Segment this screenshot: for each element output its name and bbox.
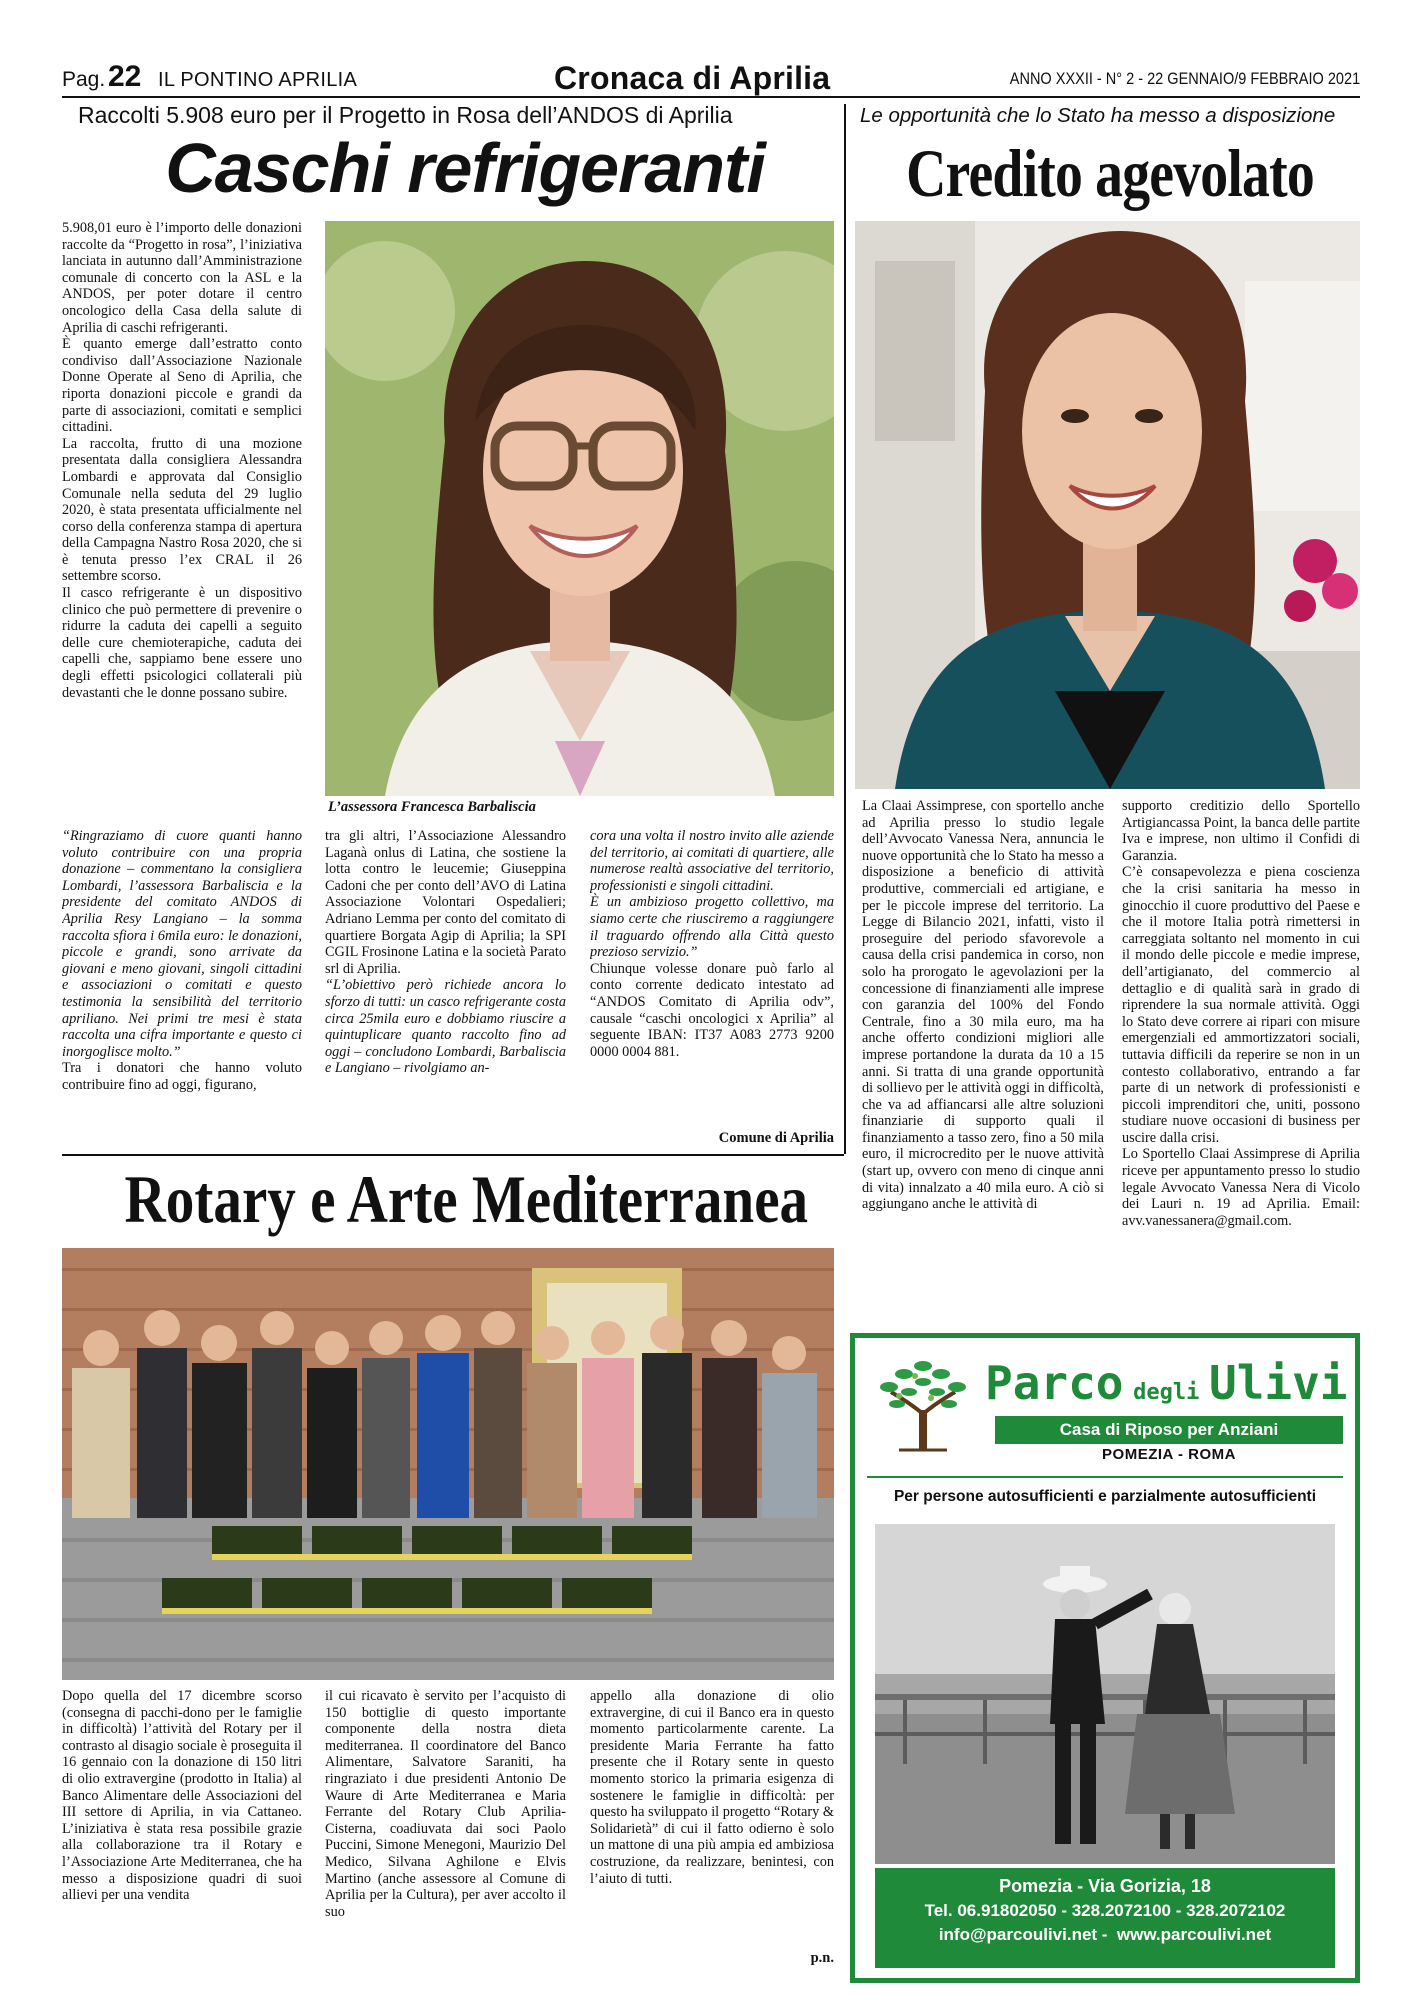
section-divider (62, 1154, 844, 1156)
paper-name: IL PONTINO APRILIA (158, 69, 358, 91)
ad-brand-end: Ulivi (1209, 1356, 1348, 1410)
rotary-group-photo (62, 1248, 834, 1680)
article1-column-2 (325, 828, 566, 1148)
page-number: 22 (108, 60, 142, 93)
paragraph: appello alla donazione di olio extravergine, di cui il Banco era in questo momento particolarmente carente. La presidente Maria Ferrante ha fatto presente che il Rotary sente in questo momento storico la primaria esigenza di sostenere le famiglie in difficoltà: per questo ha sviluppato il progetto “Rotary & Solidarietà” di cui il fatto odierno è solo un mattone di una più ampia ed ambiziosa costruzione, da realizzare, benintesi, con l’aiuto di tutti. (590, 1688, 834, 1887)
paragraph: tra gli altri, l’Associazione Alessandro Laganà onlus di Latina, che sostiene la lotta contro le leucemie; Giuseppina Cadoni che per conto dell’AVO di Latina Associazione Volontari Ospedalieri; Adriano Lemma per conto del comitato di quartiere Borgata Agip di Aprilia; la SPI CGIL Frosinone Latina e la società Parato srl di Aprilia. (325, 828, 566, 977)
photo-caption: L’assessora Francesca Barbaliscia (328, 799, 536, 815)
paragraph: Dopo quella del 17 dicembre scorso (consegna di pacchi-dono per le famiglie in difficoltà) l’attività del Rotary per il contrasto al disagio sociale è proseguita il 16 gennaio con la donazione di 150 litri di olio extravergine (prodotto in Italia) al Banco Alimentare delle Associazioni del III settore di Aprilia, in via Cattaneo. L’iniziativa è stata resa possibile grazie alla collaborazione tra il Rotary e l’Associazione Arte Mediterranea, che ha messo a disposizione quadri di suoi allievi per una vendita (62, 1688, 302, 1904)
ad-brand (985, 1356, 1355, 1410)
column-divider (844, 104, 846, 1154)
article3-column-3 (590, 1688, 834, 1948)
paragraph: “Ringraziamo di cuore quanti hanno voluto contribuire con una propria donazione – commentano la consigliera Lombardi, l’assessora Barbaliscia e la presidente del comitato ANDOS di Aprilia Resy Langiano – la somma raccolta sfiora i 6mila euro: le donazioni, piccole e grandi, sono arrivate da giovani e meno giovani, singoli cittadini e associazioni o comitati e questo testimonia la sensibilità del territorio apriliano. Nei primi tre mesi è stata raccolta una cifra importante e questo ci inorgoglisce molto.” (62, 828, 302, 1060)
paragraph: Chiunque volesse donare può farlo al conto corrente dedicato intestato ad “ANDOS Comitato di Aprilia odv”, causale “caschi oncologici x Aprilia” al seguente IBAN: IT37 A083 2773 9200 0000 0004 881. (590, 960, 834, 1060)
paragraph: È un ambizioso progetto collettivo, ma siamo certe che riusciremo a raggiungere il traguardo offrendo alla Città questo prezioso servizio.” (590, 894, 834, 961)
ad-phones: Tel. 06.91802050 - 328.2072100 - 328.2072102 (924, 1901, 1286, 1920)
portrait-illustration (855, 221, 1360, 789)
ad-tagline: Per persone autosufficienti e parzialmente autosufficienti (893, 1488, 1317, 1505)
ad-divider (867, 1476, 1343, 1478)
ad-brand-small: degli (1133, 1380, 1200, 1405)
group-photo-illustration (62, 1248, 834, 1680)
ad-subtitle: Casa di Riposo per Anziani (995, 1416, 1343, 1444)
section-title: Cronaca di Aprilia (554, 60, 831, 96)
article1-signature: Comune di Aprilia (718, 1130, 834, 1146)
olive-tree-logo (869, 1352, 977, 1460)
page-label: Pag. (62, 68, 106, 91)
article1-title: Caschi refrigeranti (165, 129, 765, 207)
assessora-photo (325, 221, 834, 796)
article3-title: Rotary e Arte Mediterranea (124, 1161, 809, 1237)
article3-signature: p.n. (810, 1950, 834, 1966)
issue-info: ANNO XXXII - N° 2 - 22 GENNAIO/9 FEBBRAIO 2021 (1009, 70, 1360, 88)
paragraph: C’è consapevolezza e piena coscienza che la crisi sanitaria ha messo in ginocchio il cuore produttivo del Paese e che il motore Italia potrà rimettersi in carreggiata soltanto nel momento in cui il mondo delle piccole e medie imprese, dell’artigianato, del commercio al dettaglio e di qualità sarà in grado di riprendere la sua normale attività. Oggi lo Stato deve correre ai ripari con misure emergenziali ed ammortizzatori sociali, tuttavia difficili da reperire se non in un contesto collaborativo, entrando a far parte di un network di professionisti e piccoli imprenditori che, uniti, possono studiare nuove occasioni di business per uscire dalla crisi. (1122, 864, 1360, 1146)
article1-column-1b (62, 828, 302, 1148)
paragraph: 5.908,01 euro è l’importo delle donazioni raccolte da “Progetto in rosa”, l’iniziativa lanciata in autunno dall’Amministrazione comunale di concerto con la ASL e la ANDOS, per poter dotare il centro oncologico della Casa della salute di Aprilia di caschi refrigeranti. (62, 220, 302, 336)
paragraph: il cui ricavato è servito per l’acquisto di 150 bottiglie di questo importante componente della nostra dieta mediterranea. Il coordinatore del Banco Alimentare, Salvatore Saraniti, ha ringraziato i due presidenti Antonio De Waure di Arte Mediterranea e Maria Ferrante del Rotary Club Aprilia-Cisterna, coadiuvata dai soci Paolo Puccini, Simone Menegoni, Maurizio Del Medico, Silvana Aghilone e Elvis Martino (anche assessore al Comune di Aprilia per la Cultura), per aver accolto il suo (325, 1688, 566, 1920)
ad-location: POMEZIA - ROMA (1102, 1446, 1236, 1463)
paragraph: Lo Sportello Claai Assimprese di Aprilia riceve per appuntamento presso lo studio legale Avvocato Vanessa Nera di Vicolo dei Lauri n. 19 ad Aprilia. Email: avv.vanessanera@gmail.com. (1122, 1146, 1360, 1229)
paragraph: cora una volta il nostro invito alle aziende del territorio, ai comitati di quartiere, alle numerose realtà associative del territorio, professionisti e singoli cittadini. (590, 828, 834, 894)
article2-column-1 (862, 798, 1104, 1330)
article3-column-1 (62, 1688, 302, 1978)
ad-address: Pomezia - Via Gorizia, 18 (999, 1876, 1211, 1896)
article2-column-2 (1122, 798, 1360, 1330)
article2-title: Credito agevolato (906, 135, 1314, 211)
article1-column-3 (590, 828, 834, 1128)
paragraph: La raccolta, frutto di una mozione presentata dalla consigliera Alessandra Lombardi e approvata dal Consiglio Comunale nella seduta del 29 luglio 2020, è stata presentata ufficialmente nel corso della conferenza stampa di apertura della Campagna Nastro Rosa 2020, che si è tenuta presso l’ex CRAL il 26 settembre scorso. (62, 435, 302, 585)
paragraph: supporto creditizio dello Sportello Artigiancassa Point, la banca delle partite Iva e imprese, non ultimo il Confidi di Garanzia. (1122, 798, 1360, 864)
header-rule (62, 96, 1360, 98)
lawyer-photo (855, 221, 1360, 789)
advertisement-parco-degli-ulivi (850, 1333, 1360, 1983)
article2-kicker: Le opportunità che lo Stato ha messo a disposizione (860, 104, 1336, 127)
ad-brand-main: Parco (985, 1356, 1124, 1410)
paragraph: “L’obiettivo però richiede ancora lo sforzo di tutti: un casco refrigerante costa circa 25mila euro e dobbiamo riuscire a quintuplicare quanto raccolto fino ad oggi – concludono Lombardi, Barbaliscia e Langiano – rivolgiamo an- (325, 977, 566, 1077)
article1-column-1 (62, 220, 302, 825)
page-header (62, 60, 1360, 96)
article3-column-2 (325, 1688, 566, 1978)
ad-contact-panel (875, 1868, 1335, 1968)
paragraph: Tra i donatori che hanno voluto contribuire fino ad oggi, figurano, (62, 1060, 302, 1093)
paragraph: La Claai Assimprese, con sportello anche ad Aprilia presso lo studio legale dell’Avvocato Vanessa Nera, annuncia le nuove opportunità che lo Stato ha messo a disposizione a beneficio di attività produttive, commerciali ed artigiane, e per le piccole imprese del territorio. La Legge di Bilancio 2021, infatti, visto il proseguire del periodo sfavorevole a causa della crisi pandemica in corso, non solo ha prorogato le agevolazioni per la concessione di finanziamenti alle imprese con garanzia del 100% del Fondo Centrale, fino a 30 mila euro, ma ha anche offerto condizioni migliori alle imprese portandone la durata da 10 a 15 anni. Si tratta di una grande opportunità di sollievo per le attività oggi in difficoltà, che va ad affiancarsi alle altre soluzioni finanziarie di supporto quali il finanziamento a tasso zero, fino a 50 mila euro, il microcredito per le nuove attività (start up, ovvero con meno di cinque anni di vita) innalzato a 40 mila euro. A ciò si aggiungano anche le attività di (862, 798, 1104, 1213)
ad-photo (875, 1524, 1335, 1864)
ad-web[interactable]: info@parcoulivi.net - www.parcoulivi.net (938, 1925, 1272, 1944)
portrait-illustration (325, 221, 834, 796)
paragraph: Il casco refrigerante è un dispositivo clinico che può permettere di prevenire o ridurre la caduta dei capelli a seguito delle cure chemioterapiche, caduta dei capelli che, sappiamo bene essere uno degli effetti psicologici collaterali più devastanti che le donne possano subire. (62, 585, 302, 701)
dancing-couple-illustration (875, 1524, 1335, 1864)
paragraph: È quanto emerge dall’estratto conto condiviso dall’Associazione Nazionale Donne Operate al Seno di Aprilia, che riporta donazioni piccole e grandi da parte di associazioni, comitati e semplici cittadini. (62, 336, 302, 436)
article1-kicker: Raccolti 5.908 euro per il Progetto in Rosa dell’ANDOS di Aprilia (78, 102, 733, 128)
